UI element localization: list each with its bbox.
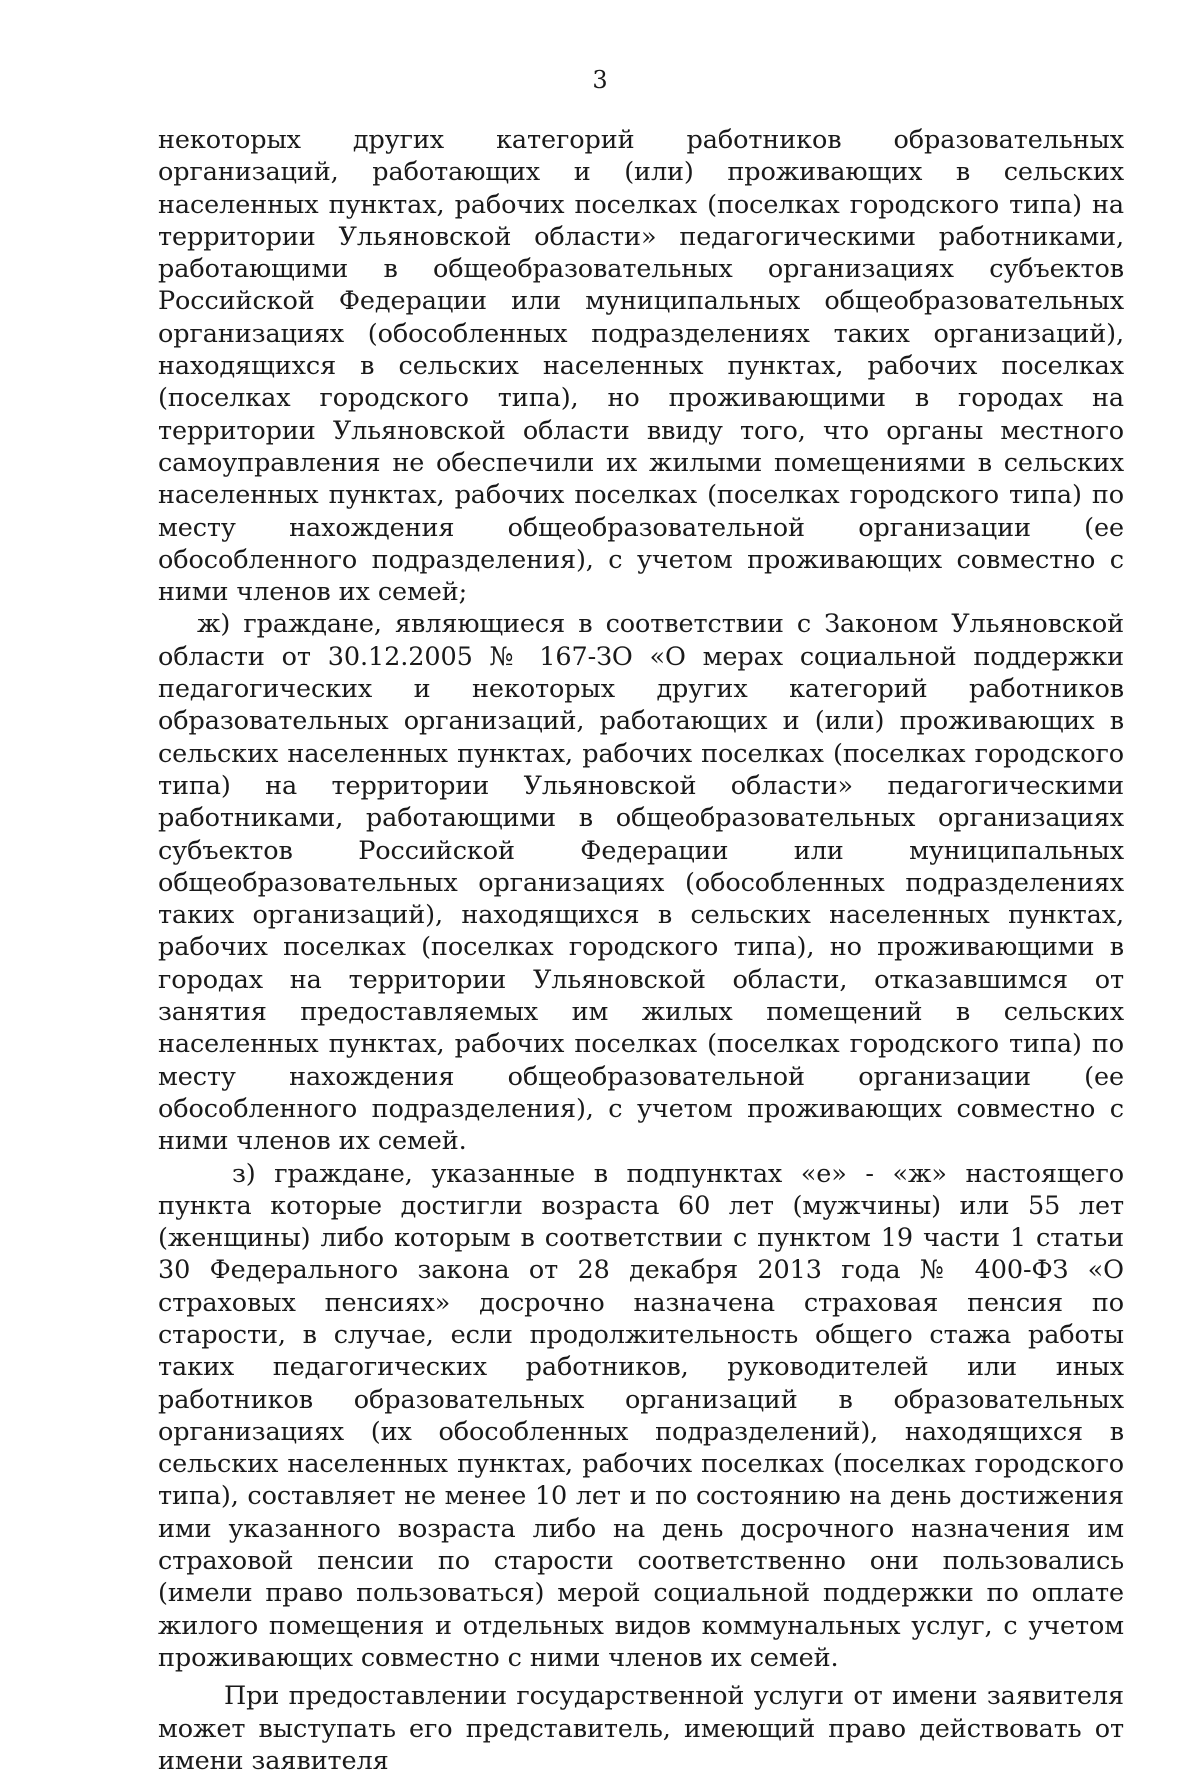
- paragraph-representative: При предоставлении государственной услуги от имени заявителя может выступать его представитель, имеющий право действовать от имени заявителя: [158, 1681, 1124, 1776]
- paragraph-item-zh: ж) граждане, являющиеся в соответствии с Законом Ульяновской области от 30.12.2005 № 167-ЗО «О мерах социальной поддержки педагогических и некоторых других категорий работников образовательных организаций, работающих и (или) проживающих в сельских населенных пунктах, рабочих поселках (поселках городского типа) на территории Ульяновской области» педагогическими работниками, работающими в общеобразовательных организациях субъектов Российской Федерации или муниципальных общеобразовательных организациях (обособленных подразделениях таких организаций), находящихся в сельских населенных пунктах, рабочих поселках (поселках городского типа), но проживающими в городах на территории Ульяновской области, отказавшимся от занятия предоставляемых им жилых помещений в сельских населенных пунктах, рабочих поселках (поселках городского типа) по месту нахождения общеобразовательной организации (ее обособленного подразделения), с учетом проживающих совместно с ними членов их семей.: [158, 609, 1124, 1157]
- page-number: 3: [592, 66, 608, 94]
- paragraph-item-z: з) граждане, указанные в подпунктах «е» - «ж» настоящего пункта которые достигли возраста 60 лет (мужчины) или 55 лет (женщины) либо которым в соответствии с пунктом 19 части 1 статьи 30 Федерального закона от 28 декабря 2013 года № 400-ФЗ «О страховых пенсиях» досрочно назначена страховая пенсия по старости, в случае, если продолжительность общего стажа работы таких педагогических работников, руководителей или иных работников образовательных организаций в образовательных организациях (их обособленных подразделений), находящихся в сельских населенных пунктах, рабочих поселках (поселках городского типа), составляет не менее 10 лет и по состоянию на день достижения ими указанного возраста либо на день досрочного назначения им страховой пенсии по старости соответственно они пользовались (имели право пользоваться) мерой социальной поддержки по оплате жилого помещения и отдельных видов коммунальных услуг, с учетом проживающих совместно с ними членов их семей.: [158, 1158, 1124, 1673]
- document-body: [158, 124, 1124, 1777]
- paragraph-continuation: некоторых других категорий работников образовательных организаций, работающих и (или) проживающих в сельских населенных пунктах, рабочих поселках (поселках городского типа) на территории Ульяновской области» педагогическими работниками, работающими в общеобразовательных организациях субъектов Российской Федерации или муниципальных общеобразовательных организациях (обособленных подразделениях таких организаций), находящихся в сельских населенных пунктах, рабочих поселках (поселках городского типа), но проживающими в городах на территории Ульяновской области ввиду того, что органы местного самоуправления не обеспечили их жилыми помещениями в сельских населенных пунктах, рабочих поселках (поселках городского типа) по месту нахождения общеобразовательной организации (ее обособленного подразделения), с учетом проживающих совместно с ними членов их семей;: [158, 125, 1124, 608]
